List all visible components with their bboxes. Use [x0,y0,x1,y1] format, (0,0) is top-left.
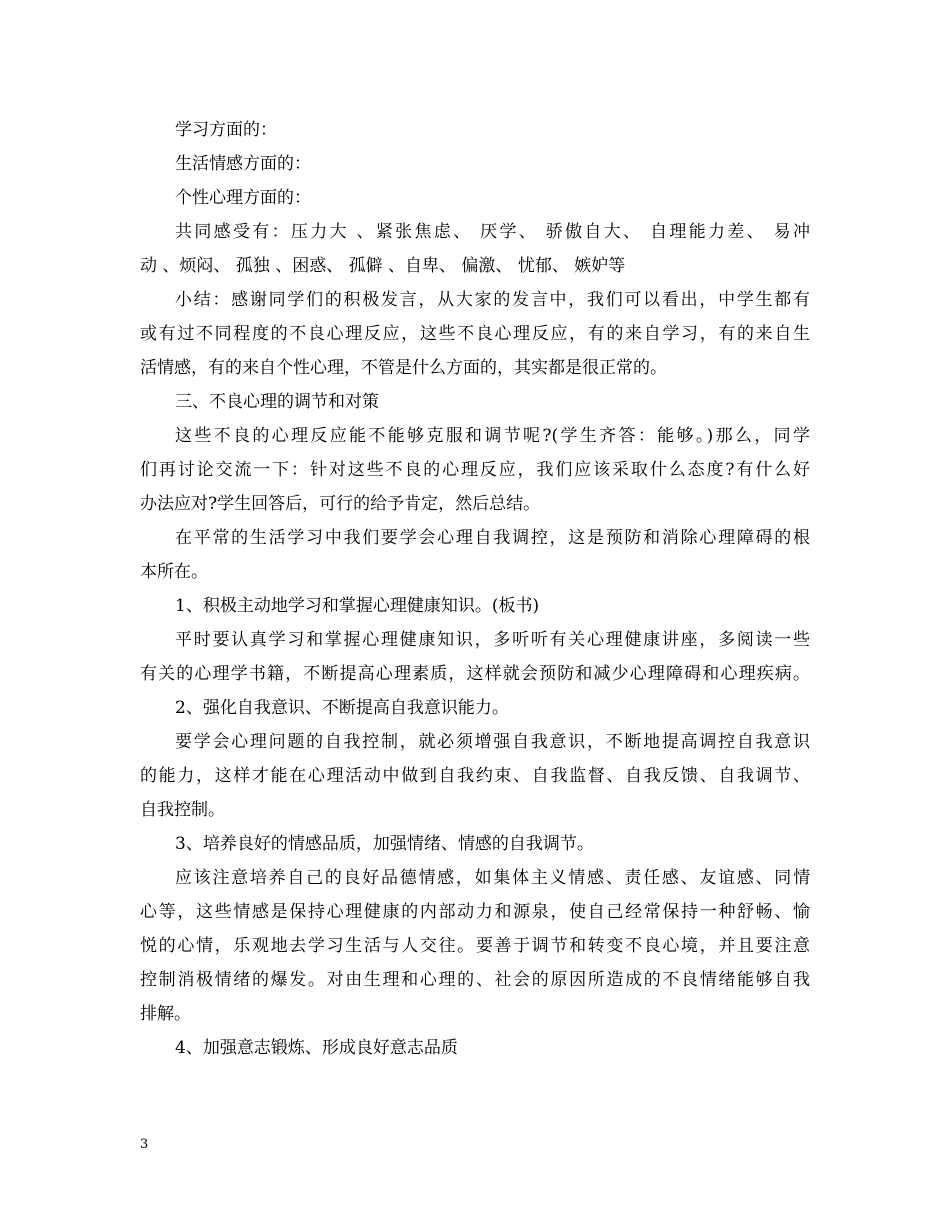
text-line: 要学会心理问题的自我控制，就必须增强自我意识，不断地提高调控自我意识 [175,732,810,752]
text-line: 学习方面的： [175,120,277,140]
text-line: 应该注意培养自己的良好品德情感，如集体主义情感、责任感、友谊感、同情 [175,868,810,888]
text-line: 控制消极情绪的爆发。对由生理和心理的、社会的原因所造成的不良情绪能够自我 [140,970,810,990]
list-heading: 3、培养良好的情感品质，加强情绪、情感的自我调节。 [175,834,594,854]
text-line: 这些不良的心理反应能不能够克服和调节呢?(学生齐答：能够。)那么，同学 [175,426,810,446]
list-heading: 1、积极主动地学习和掌握心理健康知识。(板书) [175,596,540,616]
text-line: 悦的心情，乐观地去学习生活与人交往。要善于调节和转变不良心境，并且要注意 [140,936,810,956]
text-line: 心等，这些情感是保持心理健康的内部动力和源泉，使自己经常保持一种舒畅、愉 [140,902,810,922]
text-line: 们再讨论交流一下：针对这些不良的心理反应，我们应该采取什么态度?有什么好 [140,460,810,480]
text-line: 的能力，这样才能在心理活动中做到自我约束、自我监督、自我反馈、自我调节、 [140,766,810,786]
text-line: 办法应对?学生回答后，可行的给予肯定，然后总结。 [140,494,541,514]
page-number: 3 [140,1137,149,1152]
text-line: 生活情感方面的： [175,154,311,174]
text-line: 平时要认真学习和掌握心理健康知识，多听听有关心理健康讲座，多阅读一些 [175,630,810,650]
list-heading: 4、加强意志锻炼、形成良好意志品质 [175,1038,458,1058]
text-line: 或有过不同程度的不良心理反应，这些不良心理反应，有的来自学习，有的来自生 [140,324,810,344]
text-line: 小结：感谢同学们的积极发言，从大家的发言中，我们可以看出，中学生都有 [175,290,810,310]
text-line: 自我控制。 [140,800,225,820]
text-line: 本所在。 [140,562,208,582]
text-line: 共同感受有：压力大 、紧张焦虑、 厌学、 骄傲自大、 自理能力差、 易冲 [175,222,810,242]
text-line: 在平常的生活学习中我们要学会心理自我调控，这是预防和消除心理障碍的根 [175,528,810,548]
list-heading: 2、强化自我意识、不断提高自我意识能力。 [175,698,509,718]
text-line: 有关的心理学书籍，不断提高心理素质，这样就会预防和减少心理障碍和心理疾病。 [140,664,810,684]
document-body [140,113,810,1065]
text-line: 活情感，有的来自个性心理，不管是什么方面的，其实都是很正常的。 [140,358,667,378]
section-heading: 三、不良心理的调节和对策 [175,392,379,412]
text-line: 动 、烦闷、 孤独 、困惑、 孤僻 、自卑、 偏激、 忧郁、 嫉妒等 [140,256,626,276]
text-line: 排解。 [140,1004,191,1024]
text-line: 个性心理方面的： [175,188,311,208]
